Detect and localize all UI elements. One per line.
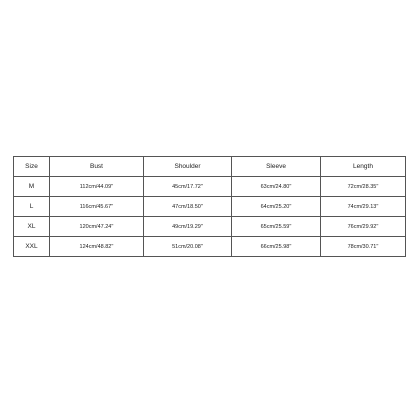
sleeve-cell: 63cm/24.80'': [232, 177, 321, 197]
sleeve-cell: 65cm/25.59'': [232, 217, 321, 237]
size-cell: XL: [14, 217, 50, 237]
length-cell: 74cm/29.13'': [321, 197, 406, 217]
table-row: [14, 217, 406, 237]
size-cell: XXL: [14, 237, 50, 257]
sleeve-cell: 66cm/25.98'': [232, 237, 321, 257]
bust-cell: 112cm/44.09'': [50, 177, 144, 197]
shoulder-cell: 49cm/19.29'': [144, 217, 232, 237]
table-row: [14, 177, 406, 197]
shoulder-cell: 47cm/18.50'': [144, 197, 232, 217]
header-size: Size: [14, 157, 50, 177]
bust-cell: 116cm/45.67'': [50, 197, 144, 217]
header-row: [14, 157, 406, 177]
sleeve-cell: 64cm/25.20'': [232, 197, 321, 217]
table-row: [14, 237, 406, 257]
header-shoulder: Shoulder: [144, 157, 232, 177]
size-chart-table: [13, 156, 406, 257]
shoulder-cell: 51cm/20.08'': [144, 237, 232, 257]
shoulder-cell: 45cm/17.72'': [144, 177, 232, 197]
size-cell: M: [14, 177, 50, 197]
bust-cell: 120cm/47.24'': [50, 217, 144, 237]
length-cell: 76cm/29.92'': [321, 217, 406, 237]
header-length: Length: [321, 157, 406, 177]
size-cell: L: [14, 197, 50, 217]
header-bust: Bust: [50, 157, 144, 177]
table-row: [14, 197, 406, 217]
header-sleeve: Sleeve: [232, 157, 321, 177]
length-cell: 72cm/28.35'': [321, 177, 406, 197]
bust-cell: 124cm/48.82'': [50, 237, 144, 257]
length-cell: 78cm/30.71'': [321, 237, 406, 257]
